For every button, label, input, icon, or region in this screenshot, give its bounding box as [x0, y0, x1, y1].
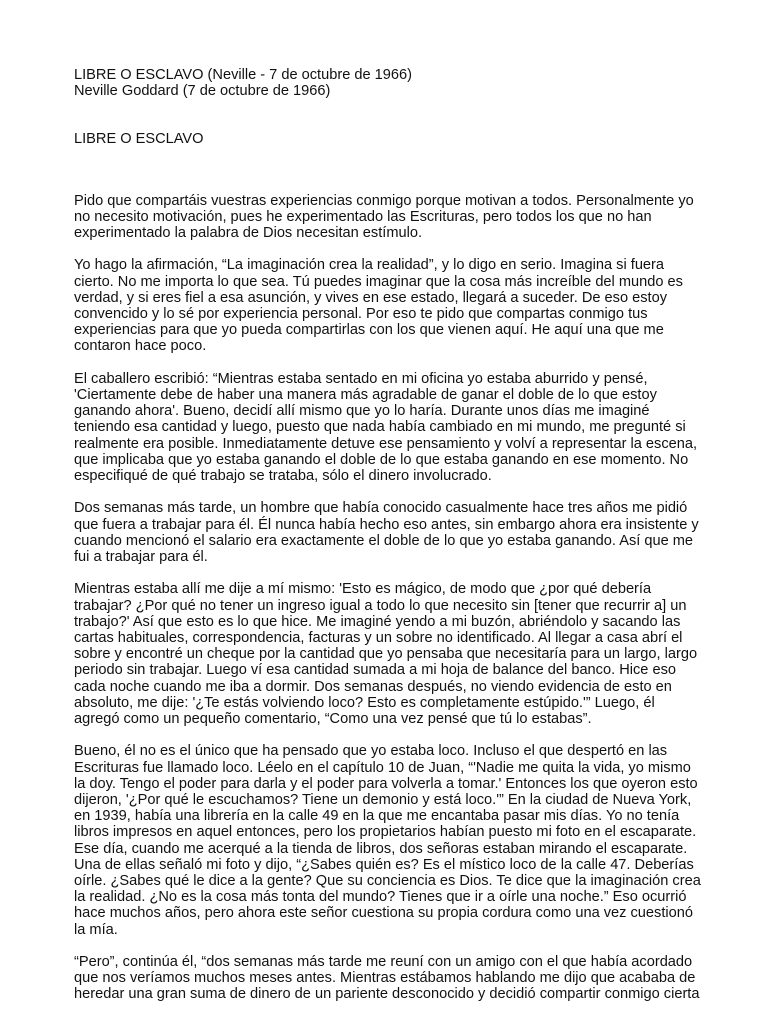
document-text — [74, 193, 704, 1003]
document-body — [74, 67, 704, 1019]
document-header-line-1: LIBRE O ESCLAVO (Neville - 7 de octubre de 1966) — [74, 67, 412, 83]
document-title: LIBRE O ESCLAVO — [74, 131, 204, 148]
paragraph: Yo hago la afirmación, “La imaginación crea la realidad”, y lo digo en serio. Imagina si fuera cierto. No me importa lo que sea. Tú puedes imaginar que la cosa más increíble del mundo es verdad, y si eres fiel a esa asunción, y vives en ese estado, llegará a suceder. De eso estoy convencido y lo sé por experiencia personal. Por eso te pido que compartas conmigo tus experiencias para que yo pueda compartirlas con los que vienen aquí. He aquí una que me contaron hace poco. — [74, 257, 683, 355]
paragraph: Bueno, él no es el único que ha pensado que yo estaba loco. Incluso el que despertó en las Escrituras fue llamado loco. Léelo en el capítulo 10 de Juan, “'Nadie me quita la vida, yo mismo la doy. Tengo el poder para darla y el poder para volverla a tomar.' Entonces los que oyeron esto dijeron, '¿Por qué le escuchamos? Tiene un demonio y está loco.'” En la ciudad de Nueva York, en 1939, había una librería en la calle 49 en la que me encantaba pasar mis días. Yo no tenía libros impresos en aquel entonces, pero los propietarios habían puesto mi foto en el escaparate. Ese día, cuando me acerqué a la tienda de libros, dos señoras estaban mirando el escaparate. Una de ellas señaló mi foto y dijo, “¿Sabes quién es? Es el místico loco de la calle 47. Deberías oírle. ¿Sabes qué le dice a la gente? Que su conciencia es Dios. Te dice que la imaginación crea la realidad. ¿No es la cosa más tonta del mundo? Tienes que ir a oírle una noche.” Eso ocurrió hace muchos años, pero ahora este señor cuestiona su propia cordura como una vez cuestionó la mía. — [74, 743, 701, 938]
paragraph: Mientras estaba allí me dije a mí mismo: 'Esto es mágico, de modo que ¿por qué debería trabajar? ¿Por qué no tener un ingreso igual a todo lo que necesito sin [tener que recurrir a] un trabajo?' Así que esto es lo que hice. Me imaginé yendo a mi buzón, abriéndolo y sacando las cartas habituales, correspondencia, facturas y un sobre no identificado. Al llegar a casa abrí el sobre y encontré un cheque por la cantidad que yo pensaba que necesitaría para un largo, largo periodo sin trabajar. Luego ví esa cantidad sumada a mi hoja de balance del banco. Hice eso cada noche cuando me iba a dormir. Dos semanas después, no viendo evidencia de esto en absoluto, me dije: '¿Te estás volviendo loco? Esto es completamente estúpido.'” Luego, él agregó como un pequeño comentario, “Como una vez pensé que tú lo estabas”. — [74, 581, 698, 728]
paragraph: Dos semanas más tarde, un hombre que había conocido casualmente hace tres años me pidió que fuera a trabajar para él. Él nunca había hecho eso antes, sin embargo ahora era insistente y cuando mencionó el salario era exactamente el doble de lo que yo estaba ganando. Así que me fui a trabajar para él. — [74, 500, 699, 566]
paragraph: El caballero escribió: “Mientras estaba sentado en mi oficina yo estaba aburrido y pensé, 'Ciertamente debe de haber una manera más agradable de ganar el doble de lo que estoy ganando ahora'. Bueno, decidí allí mismo que yo lo haría. Durante unos días me imaginé teniendo esa cantidad y luego, puesto que nada había cambiado en mi mundo, me pregunté si realmente era posible. Inmediatamente detuve ese pensamiento y volví a representar la escena, que implicaba que yo estaba ganando el doble de lo que estaba ganando en ese momento. No especifiqué de qué trabajo se trataba, sólo el dinero involucrado. — [74, 370, 698, 485]
paragraph: “Pero”, continúa él, “dos semanas más tarde me reuní con un amigo con el que había acordado que nos veríamos muchos meses antes. Mientras estábamos hablando me dijo que acababa de heredar una gran suma de dinero de un pariente desconocido y decidió compartir conmigo cierta — [74, 954, 700, 1003]
paragraph: Pido que compartáis vuestras experiencias conmigo porque motivan a todos. Personalmente yo no necesito motivación, pues he experimentado las Escrituras, pero todos los que no han experimentado la palabra de Dios necesitan estímulo. — [74, 192, 694, 242]
document-header-line-2: Neville Goddard (7 de octubre de 1966) — [74, 83, 331, 100]
